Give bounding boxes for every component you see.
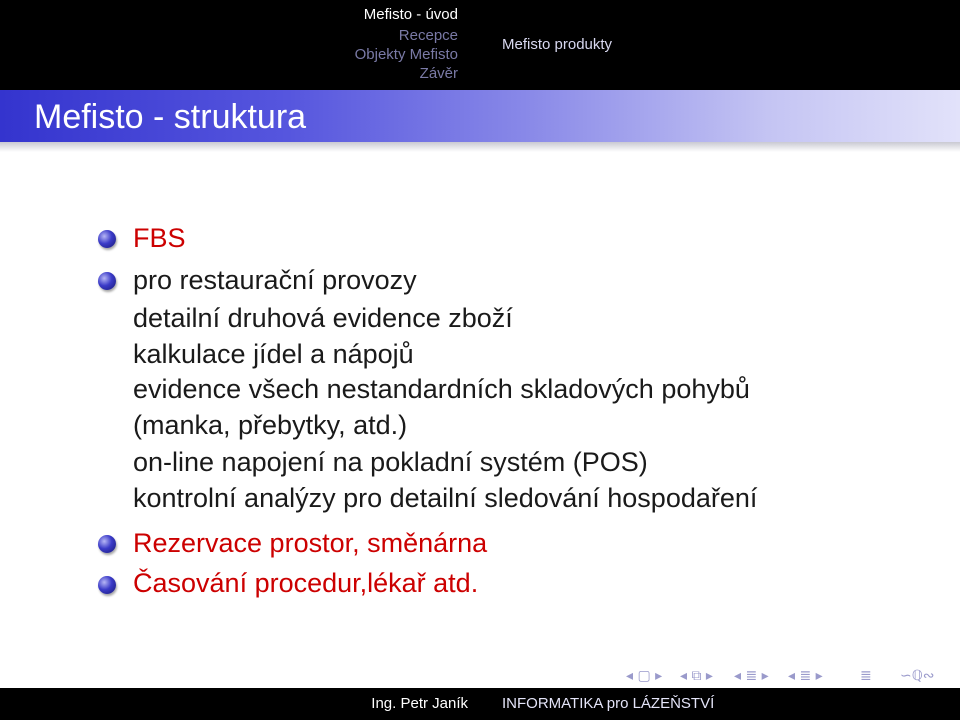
list-item: Rezervace prostor, směnárna: [133, 528, 488, 558]
frame-title: Mefisto - struktura: [34, 98, 307, 136]
list-item-continuation: kontrolní analýzy pro detailní sledování hospodaření: [133, 483, 758, 513]
section-navigation: [0, 0, 480, 90]
nav-section-zaver[interactable]: Závěr: [419, 65, 458, 82]
list-item: pro restaurační provozy: [133, 265, 417, 295]
title-bar-shadow: [0, 142, 960, 152]
bullet-icon: [98, 576, 116, 594]
frame-title-bar: [0, 90, 960, 142]
footer-author: Ing. Petr Janík: [371, 695, 468, 712]
nav-subsection-mefisto-produkty[interactable]: Mefisto produkty: [502, 36, 613, 53]
document-navigation-icon[interactable]: ◂ ≣ ▸: [788, 668, 823, 684]
nav-section-mefisto-uvod[interactable]: Mefisto - úvod: [363, 6, 458, 23]
list-item: FBS: [133, 223, 186, 253]
bullet-icon: [98, 272, 116, 290]
bullet-icon: [98, 535, 116, 553]
subsection-navigation-icon[interactable]: ◂ ⧉ ▸: [680, 668, 713, 684]
search-icon[interactable]: ∽ℚ∾: [900, 668, 935, 684]
section-navigation-icon[interactable]: ◂ ≣ ▸: [734, 668, 769, 684]
nav-section-objekty-mefisto[interactable]: Objekty Mefisto: [354, 46, 458, 63]
subsection-navigation: [480, 0, 960, 90]
list-item-continuation: kalkulace jídel a nápojů: [133, 339, 414, 369]
list-item-continuation: (manka, přebytky, atd.): [133, 410, 408, 440]
header-navigation-bar: [0, 0, 960, 90]
list-item-continuation: detailní druhová evidence zboží: [133, 303, 513, 333]
bullet-icon: [98, 230, 116, 248]
footer-bar: [0, 688, 960, 720]
nav-section-recepce[interactable]: Recepce: [398, 27, 458, 44]
list-item-continuation: evidence všech nestandardních skladových pohybů: [133, 374, 750, 404]
list-item: Časování procedur,lékař atd.: [133, 568, 479, 598]
list-item-continuation: on-line napojení na pokladní systém (POS): [133, 447, 648, 477]
appendix-icon[interactable]: ≣: [860, 668, 872, 684]
footer-presentation-title: INFORMATIKA pro LÁZEŇSTVÍ: [502, 695, 715, 712]
frame-navigation-icon[interactable]: ◂ ▢ ▸: [626, 668, 663, 684]
